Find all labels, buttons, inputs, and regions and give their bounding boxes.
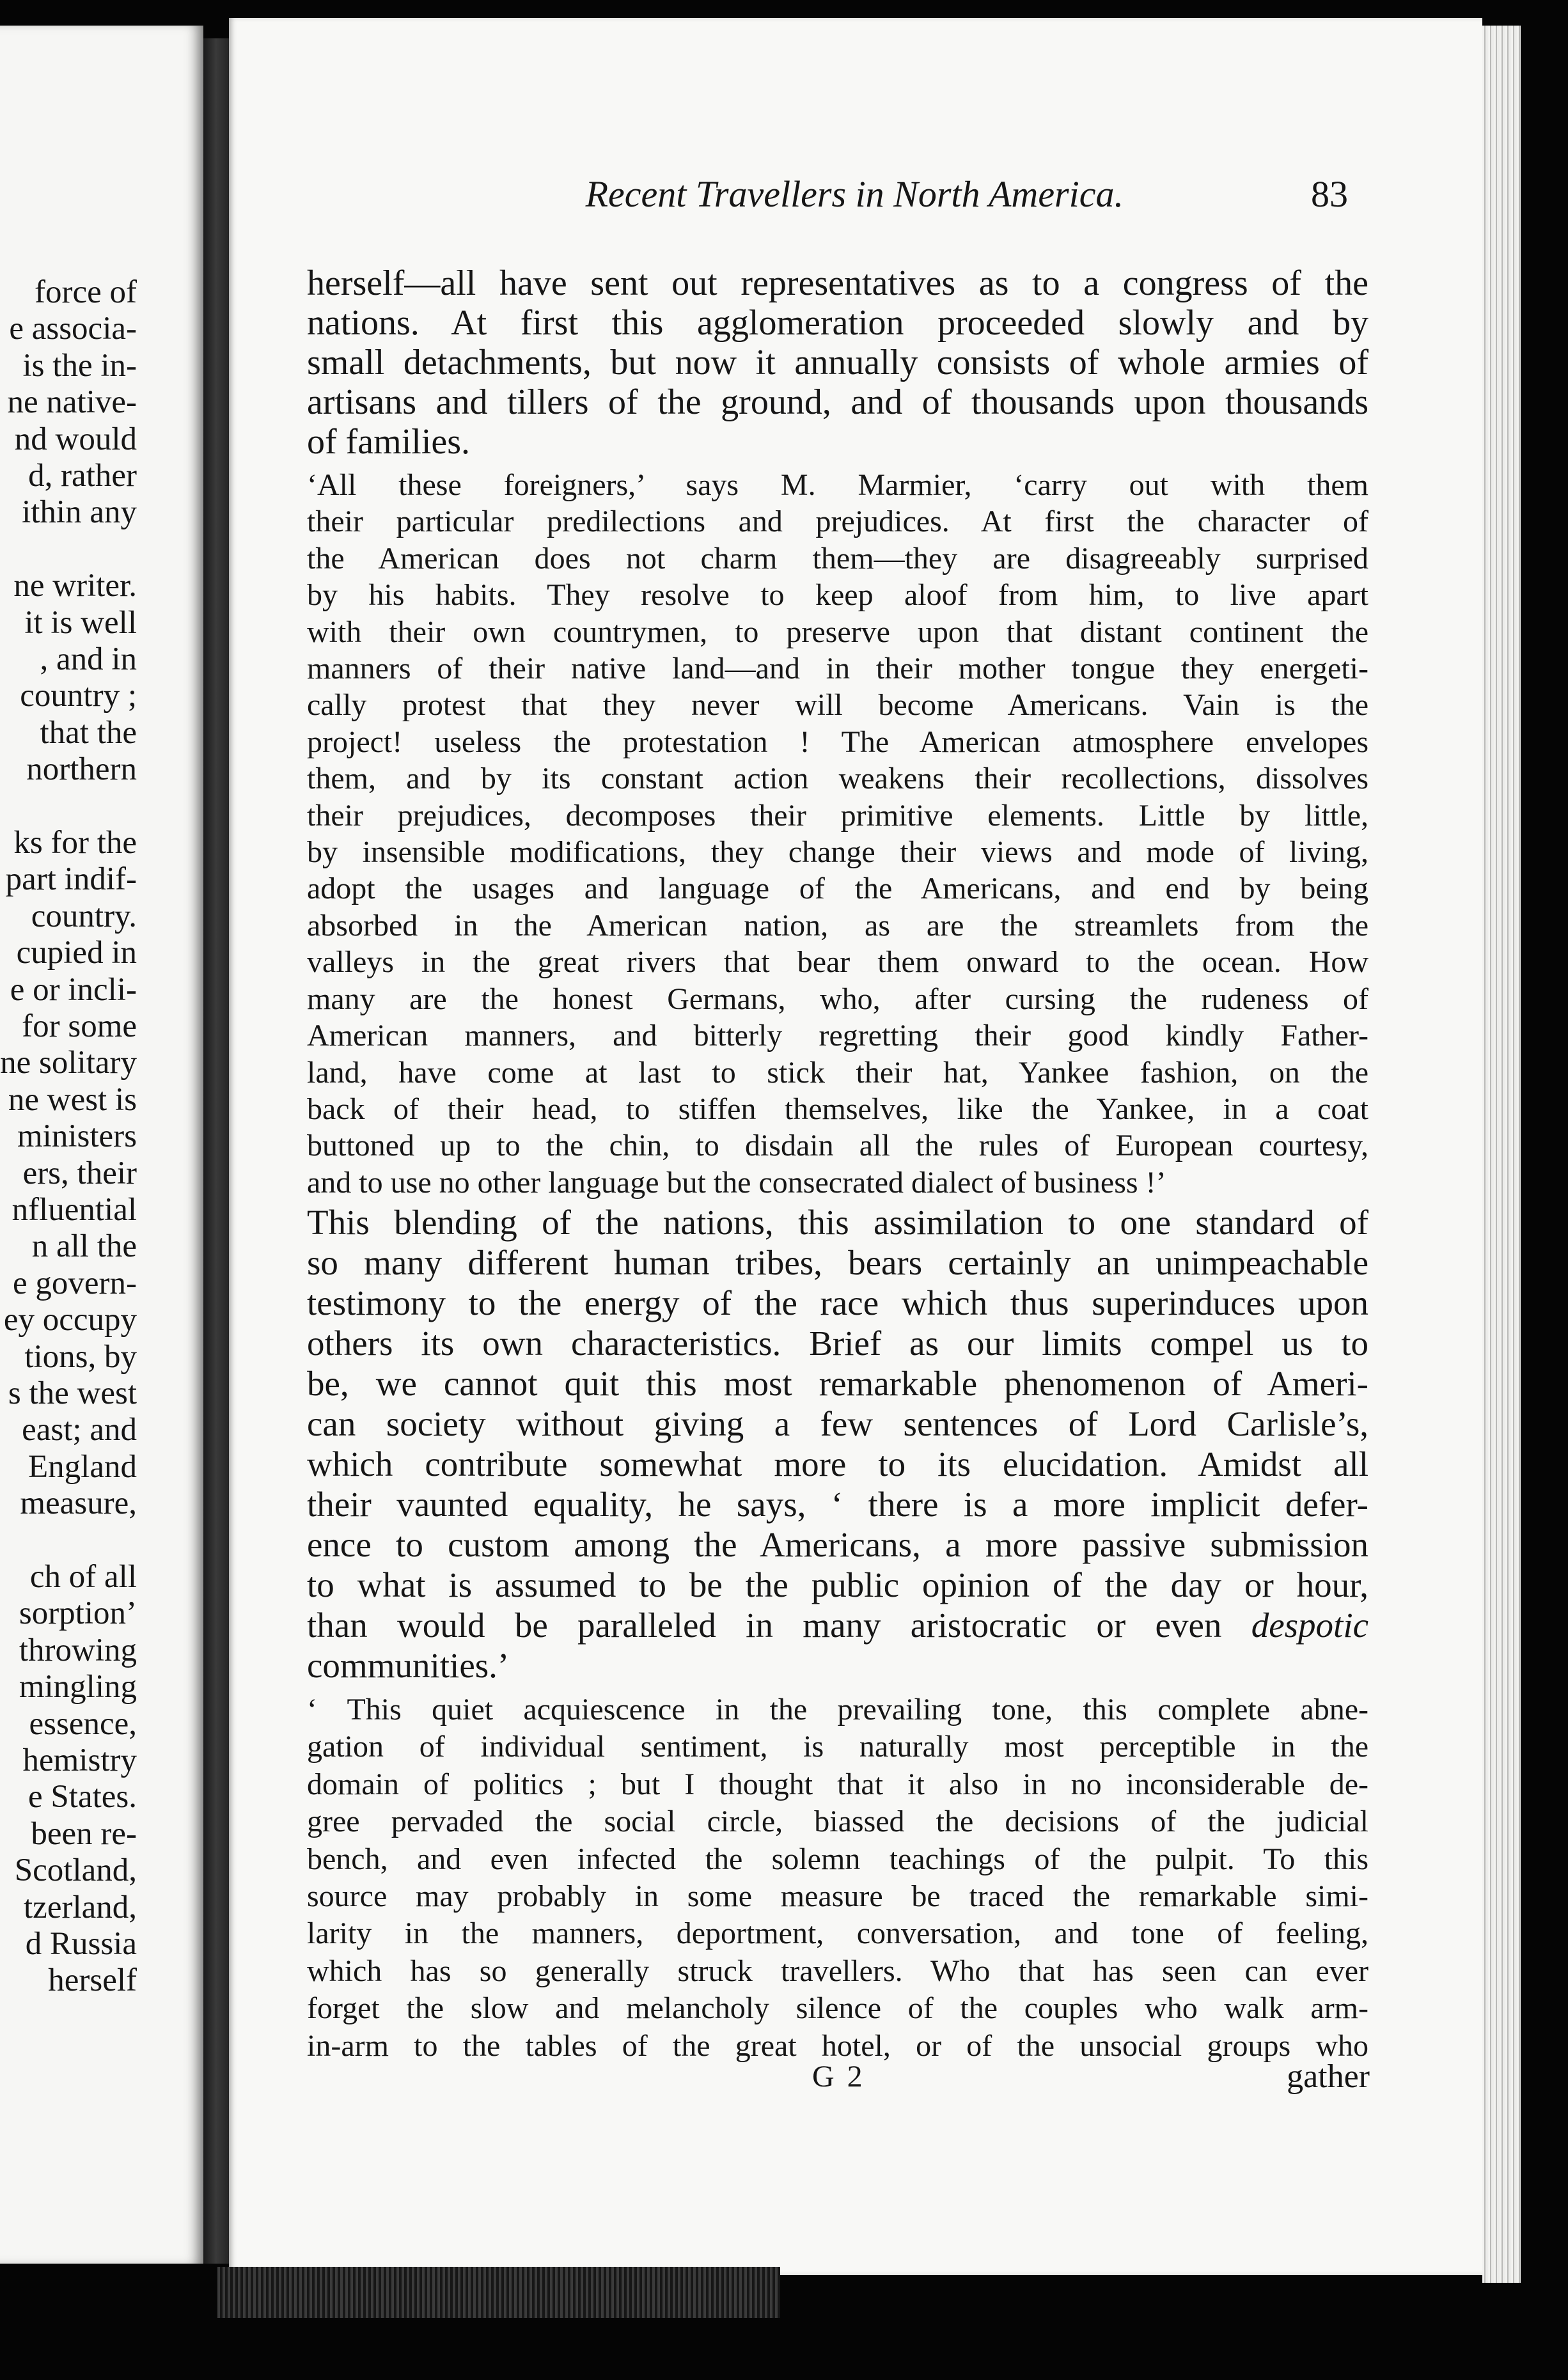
left-page-line: ch of all <box>29 1559 137 1595</box>
text-line: which contribute somewhat more to its elucidation. Amidst all <box>307 1444 1368 1484</box>
left-page-line: force of <box>35 274 137 310</box>
left-page-line: sorption’ <box>19 1595 137 1632</box>
text-line: absorbed in the American nation, as are the streamlets from the <box>307 908 1368 943</box>
running-title: Recent Travellers in North America. <box>585 173 1124 215</box>
text-line: adopt the usages and language of the Americans, and end by being <box>307 872 1368 906</box>
text-line: so many different human tribes, bears certainly an unimpeachable <box>307 1243 1368 1282</box>
left-page-line: tzerland, <box>24 1889 137 1925</box>
left-page-line: throwing <box>19 1632 137 1668</box>
binding-shadow <box>217 2267 780 2318</box>
left-page-line: country ; <box>20 678 137 714</box>
text-line: bench, and even infected the solemn teachings of the pulpit. To this <box>307 1842 1368 1876</box>
text-line: artisans and tillers of the ground, and of thousands upon thousands <box>307 382 1368 422</box>
text-line: them, and by its constant action weakens their recollections, dissolves <box>307 762 1368 796</box>
text-line: many are the honest Germans, who, after cursing the rudeness of <box>307 982 1368 1016</box>
text-line: This blending of the nations, this assimilation to one standard of <box>307 1203 1368 1242</box>
left-page-line: s the west <box>8 1375 137 1411</box>
signature-mark: G 2 <box>812 2060 865 2094</box>
italic-word: despotic <box>1251 1606 1369 1645</box>
text-line: project! useless the protestation ! The American atmosphere envelopes <box>307 724 1368 759</box>
text-line: which has so generally struck travellers. Who that has seen can ever <box>307 1953 1368 1988</box>
left-page-line: that the <box>40 714 137 751</box>
left-page-line: northern <box>26 751 137 788</box>
left-page-line: ne solitary <box>0 1045 137 1081</box>
text-line: with their own countrymen, to preserve upon that distant continent the <box>307 615 1368 649</box>
text-line-with-italic <box>307 1605 1368 1645</box>
paragraph-2 <box>307 1202 1368 1686</box>
text-line: source may probably in some measure be traced the remarkable simi- <box>307 1879 1368 1914</box>
left-page-line: measure, <box>20 1485 137 1522</box>
text-line: to what is assumed to be the public opinion of the day or hour, <box>307 1565 1368 1604</box>
text-line: buttoned up to the chin, to disdain all the rules of European courtesy, <box>307 1129 1368 1163</box>
left-page-line: mingling <box>19 1669 137 1705</box>
text-line: cally protest that they never will become Americans. Vain is the <box>307 688 1368 723</box>
left-page-line: country. <box>31 898 137 934</box>
text-line: ‘ This quiet acquiescence in the prevailing tone, this complete abne- <box>307 1693 1368 1726</box>
quote-carlisle <box>307 1691 1368 2065</box>
text-line: testimony to the energy of the race which thus superinduces upon <box>307 1283 1368 1322</box>
left-page-line: , and in <box>40 641 137 677</box>
text-line: in-arm to the tables of the great hotel, or of the unsocial groups who <box>307 2028 1368 2063</box>
text-line: of families. <box>307 422 471 462</box>
left-page-line: n all the <box>31 1228 137 1265</box>
text-line: nations. At first this agglomeration proceeded slowly and by <box>307 303 1368 343</box>
text-line: ‘All these foreigners,’ says M. Marmier, ‘carry out with them <box>307 468 1368 502</box>
text-segment: than would be paralleled in many aristocratic or even <box>307 1606 1222 1645</box>
left-page-line: e associa- <box>9 311 137 347</box>
text-line: larity in the manners, deportment, conversation, and tone of feeling, <box>307 1916 1368 1951</box>
text-line: manners of their native land—and in their mother tongue they energeti- <box>307 652 1368 686</box>
left-page-line: it is well <box>24 604 137 641</box>
left-page-line: ithin any <box>22 494 137 531</box>
left-page-line: e States. <box>28 1779 137 1815</box>
text-line: their prejudices, decomposes their primitive elements. Little by little, <box>307 798 1368 833</box>
left-page-line: hemistry <box>22 1742 137 1778</box>
left-page-fragment <box>0 26 203 2264</box>
text-line: and to use no other language but the consecrated dialect of business !’ <box>307 1165 1166 1200</box>
left-page-line: e govern- <box>13 1265 137 1301</box>
left-page-line: part indif- <box>5 861 137 898</box>
left-page-line: is the in- <box>22 347 137 384</box>
left-page-line: ey occupy <box>3 1302 137 1338</box>
left-page-line: England <box>28 1448 137 1485</box>
left-page-line: essence, <box>29 1705 137 1742</box>
left-page-line: ers, their <box>22 1155 137 1191</box>
text-line: ence to custom among the Americans, a more passive submission <box>307 1525 1368 1564</box>
text-line: gree pervaded the social circle, biassed the decisions of the judicial <box>307 1805 1368 1839</box>
left-page-line: nd would <box>14 421 137 457</box>
left-page-line: Scotland, <box>14 1852 137 1889</box>
text-line: herself—all have sent out representatives as to a congress of the <box>307 263 1368 303</box>
left-page-line: cupied in <box>16 935 137 971</box>
left-page-line: been re- <box>31 1815 137 1852</box>
text-line: valleys in the great rivers that bear them onward to the ocean. How <box>307 945 1368 980</box>
text-line: be, we cannot quit this most remarkable phenomenon of Ameri- <box>307 1364 1368 1403</box>
text-line: small detachments, but now it annually consists of whole armies of <box>307 343 1368 382</box>
text-line: gation of individual sentiment, is naturally most perceptible in the <box>307 1730 1368 1764</box>
left-page-line: for some <box>22 1008 137 1044</box>
text-line: communities.’ <box>307 1646 510 1685</box>
text-line: by his habits. They resolve to keep aloof from him, to live apart <box>307 578 1368 613</box>
page-header <box>0 173 1568 230</box>
text-line: others its own characteristics. Brief as our limits compel us to <box>307 1324 1368 1363</box>
left-page-line: ministers <box>17 1118 137 1155</box>
page-edge-stack <box>1482 26 1521 2283</box>
left-page-line: herself <box>48 1962 137 1999</box>
left-page-line: tions, by <box>24 1338 137 1375</box>
left-page-line: d Russia <box>25 1926 137 1962</box>
left-page-line: east; and <box>22 1412 137 1448</box>
left-page-line: ne west is <box>8 1081 137 1118</box>
left-page-line: nfluential <box>12 1192 137 1228</box>
text-line: their vaunted equality, he says, ‘ there is a more implicit defer- <box>307 1485 1368 1524</box>
catchword: gather <box>1287 2058 1370 2095</box>
text-line: the American does not charm them—they are disagreeably surprised <box>307 541 1368 575</box>
left-page-line: ne writer. <box>13 568 137 604</box>
text-line: land, have come at last to stick their hat, Yankee fashion, on the <box>307 1055 1368 1090</box>
paragraph-1 <box>307 263 1368 462</box>
left-page-line: ne native- <box>7 384 137 421</box>
text-line: American manners, and bitterly regretting their good kindly Father- <box>307 1019 1368 1053</box>
text-line: can society without giving a few sentences of Lord Carlisle’s, <box>307 1404 1368 1443</box>
text-line: their particular predilections and prejudices. At first the character of <box>307 505 1368 539</box>
text-line: by insensible modifications, they change their views and mode of living, <box>307 835 1368 870</box>
left-page-line: d, rather <box>28 458 137 494</box>
quote-marmier <box>307 467 1368 1201</box>
page-number: 83 <box>1311 173 1348 215</box>
left-page-line: e or incli- <box>10 971 137 1008</box>
left-page-line: ks for the <box>13 825 137 861</box>
text-line: forget the slow and melancholy silence of the couples who walk arm- <box>307 1991 1368 2026</box>
text-line: back of their head, to stiffen themselves, like the Yankee, in a coat <box>307 1092 1368 1126</box>
text-line: domain of politics ; but I thought that it also in no inconsiderable de- <box>307 1767 1368 1801</box>
